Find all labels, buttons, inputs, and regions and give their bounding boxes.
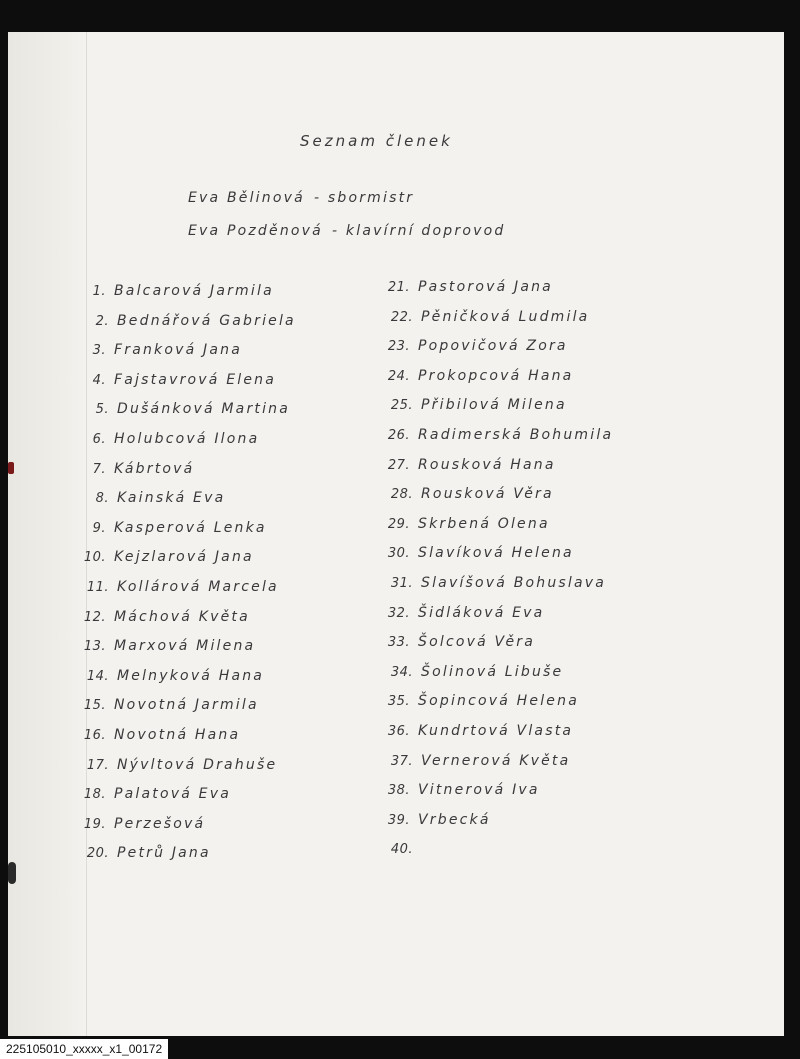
member-number: 35. — [387, 694, 410, 710]
member-row — [81, 665, 264, 684]
member-row — [385, 483, 554, 502]
member-number: 12. — [83, 609, 106, 625]
member-number: 2. — [95, 313, 109, 329]
member-name: Přibilová Milena — [421, 397, 567, 414]
member-row — [382, 454, 556, 473]
member-name: Vrbecká — [418, 811, 491, 828]
member-name: Máchová Květa — [114, 608, 250, 625]
member-number: 6. — [92, 432, 106, 447]
member-row — [78, 458, 194, 477]
member-number: 27. — [387, 457, 410, 473]
member-name: Radimerská Bohumila — [418, 427, 614, 443]
member-number: 31. — [390, 576, 413, 591]
member-name: Šolcová Věra — [418, 634, 536, 651]
member-row — [78, 635, 255, 654]
member-name: Pastorová Jana — [418, 279, 553, 295]
member-row — [78, 783, 231, 802]
member-name: Perzešová — [114, 815, 206, 832]
member-number: 26. — [387, 428, 410, 443]
member-number: 32. — [387, 605, 410, 621]
member-name: Rousková Hana — [418, 456, 556, 473]
member-row — [382, 779, 540, 798]
member-name: Kollárová Marcela — [117, 579, 279, 595]
member-number: 29. — [387, 516, 410, 532]
member-number: 39. — [387, 812, 410, 828]
member-name: Marxová Milena — [114, 638, 256, 655]
member-row — [382, 335, 568, 354]
member-row — [78, 694, 259, 713]
member-row — [385, 661, 563, 680]
leader-line — [188, 187, 414, 206]
member-row — [385, 838, 421, 857]
member-number: 13. — [83, 639, 106, 655]
member-name: Melnyková Hana — [117, 667, 265, 684]
member-number: 5. — [95, 402, 109, 418]
member-number: 8. — [95, 491, 109, 507]
member-row — [78, 369, 276, 388]
member-row — [78, 813, 205, 832]
member-row — [81, 842, 211, 861]
member-number: 3. — [92, 343, 106, 359]
member-row — [385, 394, 567, 413]
member-row — [382, 720, 573, 739]
binding-mark — [8, 462, 14, 474]
member-name: Dušánková Martina — [117, 401, 291, 418]
member-name: Rousková Věra — [421, 486, 554, 503]
member-name: Slavíšová Bohuslava — [421, 575, 607, 591]
member-row — [78, 428, 259, 447]
member-row — [382, 276, 553, 295]
member-name: Vernerová Květa — [421, 752, 571, 769]
member-name: Fajstavrová Elena — [114, 371, 277, 388]
member-row — [385, 306, 589, 325]
document-page — [8, 32, 784, 1036]
member-row — [81, 398, 290, 417]
member-row — [382, 602, 544, 621]
member-number: 40. — [390, 842, 413, 858]
member-number: 21. — [387, 280, 410, 295]
member-number: 14. — [86, 668, 109, 684]
member-number: 28. — [390, 487, 413, 503]
leader-name: Eva Bělinová — [188, 190, 305, 206]
member-number: 36. — [387, 724, 410, 739]
member-name: Novotná Hana — [114, 727, 241, 743]
binding-mark — [8, 862, 16, 884]
member-name: Bednářová Gabriela — [117, 312, 296, 329]
member-row — [382, 424, 613, 443]
member-number: 9. — [92, 520, 106, 536]
member-name: Holubcová Ilona — [114, 431, 260, 447]
member-row — [78, 280, 274, 299]
member-row — [81, 310, 296, 329]
member-name: Popovičová Zora — [418, 338, 568, 355]
member-number: 10. — [83, 550, 106, 566]
member-number: 34. — [390, 664, 413, 680]
member-name: Kasperová Lenka — [114, 519, 267, 536]
member-row — [81, 487, 225, 506]
member-name: Vitnerová Iva — [418, 782, 540, 799]
member-number: 20. — [86, 846, 109, 862]
member-row — [382, 513, 550, 532]
member-name: Prokopcová Hana — [418, 367, 574, 384]
member-number: 16. — [83, 728, 106, 743]
member-name: Nývltová Drahuše — [117, 756, 278, 773]
member-name: Šolinová Libuše — [421, 663, 564, 680]
member-row — [382, 631, 535, 650]
member-row — [385, 572, 606, 591]
member-row — [382, 542, 574, 561]
member-row — [81, 754, 277, 773]
member-number: 23. — [387, 339, 410, 355]
archive-id-label: 225105010_xxxxx_x1_00172 — [0, 1039, 168, 1059]
member-number: 22. — [390, 309, 413, 325]
member-name: Petrů Jana — [117, 845, 211, 862]
member-name: Kundrtová Vlasta — [418, 723, 574, 739]
page-gutter — [8, 32, 86, 1036]
member-number: 33. — [387, 635, 410, 651]
member-name: Palatová Eva — [114, 786, 231, 803]
member-number: 1. — [92, 284, 106, 299]
member-number: 15. — [83, 698, 106, 714]
member-number: 38. — [387, 783, 410, 799]
leader-role: - klavírní doprovod — [332, 223, 506, 239]
leader-line — [188, 220, 505, 239]
member-row — [78, 606, 250, 625]
member-number: 37. — [390, 753, 413, 769]
member-row — [382, 365, 573, 384]
member-row — [382, 809, 491, 828]
member-name: Franková Jana — [114, 342, 243, 359]
member-name: Pěničková Ludmila — [421, 308, 590, 325]
member-row — [81, 576, 279, 595]
member-number: 17. — [86, 757, 109, 773]
document-title: Seznam členek — [300, 132, 453, 150]
member-number: 18. — [83, 787, 106, 803]
member-name: Skrbená Olena — [418, 515, 550, 532]
leader-name: Eva Pozděnová — [188, 223, 323, 239]
member-row — [385, 750, 570, 769]
member-number: 25. — [390, 398, 413, 414]
member-row — [78, 339, 242, 358]
member-name: Kábrtová — [114, 460, 195, 477]
member-number: 7. — [92, 461, 106, 477]
member-number: 24. — [387, 368, 410, 384]
member-number: 4. — [92, 372, 106, 388]
member-name: Šopincová Helena — [418, 693, 579, 710]
member-name: Balcarová Jarmila — [114, 283, 274, 299]
member-name: Kejzlarová Jana — [114, 549, 254, 566]
member-row — [78, 517, 267, 536]
member-row — [78, 546, 254, 565]
member-number: 19. — [83, 816, 106, 832]
member-number: 11. — [86, 580, 109, 595]
member-row — [382, 690, 579, 709]
leader-role: - sbormistr — [313, 190, 415, 206]
member-name: Šidláková Eva — [418, 604, 545, 621]
member-name: Novotná Jarmila — [114, 697, 259, 714]
member-name: Slavíková Helena — [418, 545, 574, 562]
member-row — [78, 724, 240, 743]
member-number: 30. — [387, 546, 410, 562]
member-name: Kainská Eva — [117, 490, 226, 507]
